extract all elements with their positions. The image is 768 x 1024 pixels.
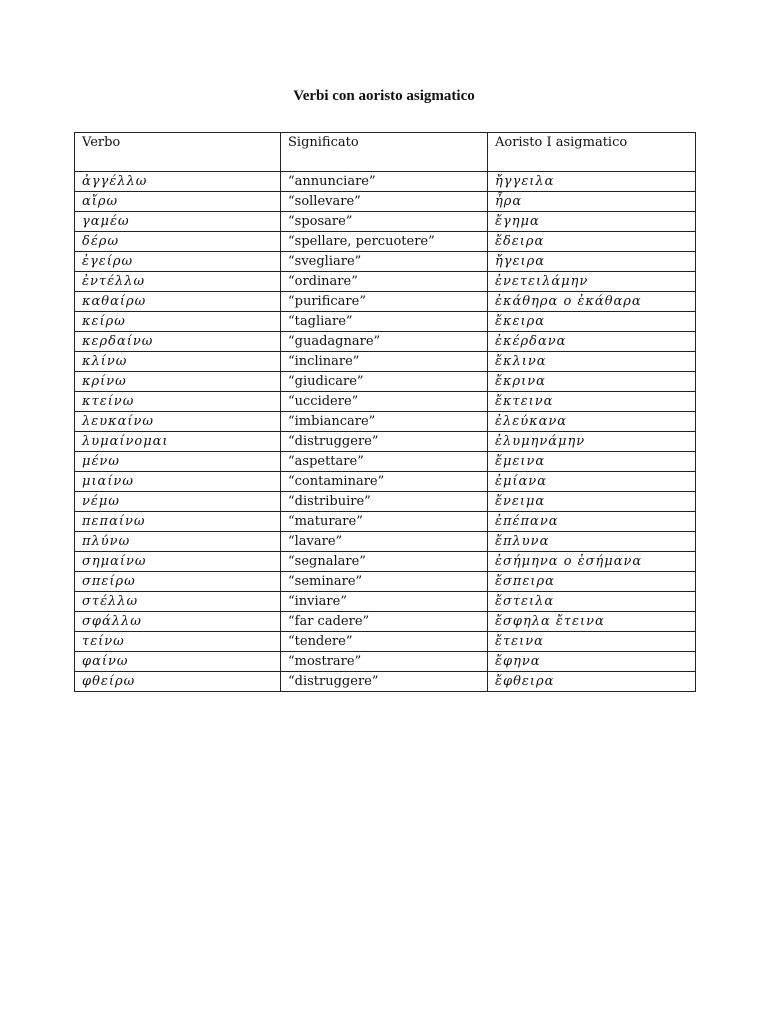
meaning-cell: “inviare” (281, 592, 488, 612)
meaning-cell: “lavare” (281, 532, 488, 552)
meaning-cell: “distribuire” (281, 492, 488, 512)
table-row (75, 212, 696, 232)
verb-cell: σφάλλω (75, 612, 281, 632)
meaning-cell: “segnalare” (281, 552, 488, 572)
verb-cell: φθείρω (75, 672, 281, 692)
meaning-cell: “imbiancare” (281, 412, 488, 432)
verb-cell: αἴρω (75, 192, 281, 212)
table-row (75, 492, 696, 512)
verb-cell: γαμέω (75, 212, 281, 232)
meaning-cell: “distruggere” (281, 432, 488, 452)
table-row (75, 352, 696, 372)
table-row (75, 572, 696, 592)
verb-cell: φαίνω (75, 652, 281, 672)
verb-cell: κείρω (75, 312, 281, 332)
aorist-cell: ἦρα (488, 192, 696, 212)
aorist-cell: ἐμίανα (488, 472, 696, 492)
meaning-cell: “tendere” (281, 632, 488, 652)
meaning-cell: “mostrare” (281, 652, 488, 672)
aorist-cell: ἔκλινα (488, 352, 696, 372)
meaning-cell: “annunciare” (281, 172, 488, 192)
verb-cell: λυμαίνομαι (75, 432, 281, 452)
table-row (75, 172, 696, 192)
meaning-cell: “seminare” (281, 572, 488, 592)
aorist-cell: ἤγειρα (488, 252, 696, 272)
aorist-cell: ἔγημα (488, 212, 696, 232)
aorist-cell: ἔτεινα (488, 632, 696, 652)
column-header-verbo: Verbo (75, 133, 281, 172)
aorist-cell: ἔκειρα (488, 312, 696, 332)
verb-cell: δέρω (75, 232, 281, 252)
table-row (75, 432, 696, 452)
aorist-cell: ἔκρινα (488, 372, 696, 392)
table-row (75, 592, 696, 612)
table-row (75, 412, 696, 432)
meaning-cell: “tagliare” (281, 312, 488, 332)
table-row (75, 552, 696, 572)
table-row (75, 372, 696, 392)
aorist-cell: ἐσήμηνα o ἐσήμανα (488, 552, 696, 572)
meaning-cell: “purificare” (281, 292, 488, 312)
meaning-cell: “svegliare” (281, 252, 488, 272)
column-header-aoristo: Aoristo I asigmatico (488, 133, 696, 172)
table-row (75, 652, 696, 672)
table-row (75, 512, 696, 532)
table-row (75, 272, 696, 292)
verb-cell: κλίνω (75, 352, 281, 372)
verb-cell: κτείνω (75, 392, 281, 412)
meaning-cell: “giudicare” (281, 372, 488, 392)
aorist-cell: ἐλεύκανα (488, 412, 696, 432)
meaning-cell: “maturare” (281, 512, 488, 532)
table-row (75, 392, 696, 412)
table-row (75, 452, 696, 472)
verb-cell: κερδαίνω (75, 332, 281, 352)
verb-cell: ἐντέλλω (75, 272, 281, 292)
verb-table (74, 132, 696, 692)
verb-cell: καθαίρω (75, 292, 281, 312)
meaning-cell: “guadagnare” (281, 332, 488, 352)
table-row (75, 612, 696, 632)
aorist-cell: ἔφηνα (488, 652, 696, 672)
table-row (75, 632, 696, 652)
meaning-cell: “far cadere” (281, 612, 488, 632)
aorist-cell: ἔστειλα (488, 592, 696, 612)
table-row (75, 672, 696, 692)
aorist-cell: ἐπέπανα (488, 512, 696, 532)
verb-cell: κρίνω (75, 372, 281, 392)
aorist-cell: ἔπλυνα (488, 532, 696, 552)
table-row (75, 472, 696, 492)
verb-cell: μιαίνω (75, 472, 281, 492)
verb-cell: στέλλω (75, 592, 281, 612)
aorist-cell: ἔδειρα (488, 232, 696, 252)
table-row (75, 192, 696, 212)
verb-cell: πεπαίνω (75, 512, 281, 532)
aorist-cell: ἔσφηλα ἔτεινα (488, 612, 696, 632)
verb-cell: λευκαίνω (75, 412, 281, 432)
aorist-cell: ἔσπειρα (488, 572, 696, 592)
aorist-cell: ἐλυμηνάμην (488, 432, 696, 452)
aorist-cell: ἤγγειλα (488, 172, 696, 192)
table-row (75, 232, 696, 252)
meaning-cell: “aspettare” (281, 452, 488, 472)
column-header-significato: Significato (281, 133, 488, 172)
meaning-cell: “spellare, percuotere” (281, 232, 488, 252)
verb-cell: ἐγείρω (75, 252, 281, 272)
verb-cell: τείνω (75, 632, 281, 652)
meaning-cell: “distruggere” (281, 672, 488, 692)
table-body (75, 172, 696, 692)
aorist-cell: ἐκάθηρα o ἐκάθαρα (488, 292, 696, 312)
table-header-row (75, 133, 696, 172)
verb-cell: πλύνω (75, 532, 281, 552)
verb-cell: νέμω (75, 492, 281, 512)
verb-cell: σημαίνω (75, 552, 281, 572)
table-row (75, 252, 696, 272)
aorist-cell: ἐνετειλάμην (488, 272, 696, 292)
meaning-cell: “inclinare” (281, 352, 488, 372)
aorist-cell: ἔμεινα (488, 452, 696, 472)
aorist-cell: ἔκτεινα (488, 392, 696, 412)
verb-cell: σπείρω (75, 572, 281, 592)
table-row (75, 292, 696, 312)
aorist-cell: ἔφθειρα (488, 672, 696, 692)
table-row (75, 332, 696, 352)
aorist-cell: ἐκέρδανα (488, 332, 696, 352)
verb-cell: μένω (75, 452, 281, 472)
page-title: Verbi con aoristo asigmatico (293, 88, 475, 104)
meaning-cell: “ordinare” (281, 272, 488, 292)
meaning-cell: “sposare” (281, 212, 488, 232)
verb-cell: ἀγγέλλω (75, 172, 281, 192)
meaning-cell: “sollevare” (281, 192, 488, 212)
aorist-cell: ἔνειμα (488, 492, 696, 512)
table-row (75, 312, 696, 332)
meaning-cell: “contaminare” (281, 472, 488, 492)
meaning-cell: “uccidere” (281, 392, 488, 412)
table-row (75, 532, 696, 552)
